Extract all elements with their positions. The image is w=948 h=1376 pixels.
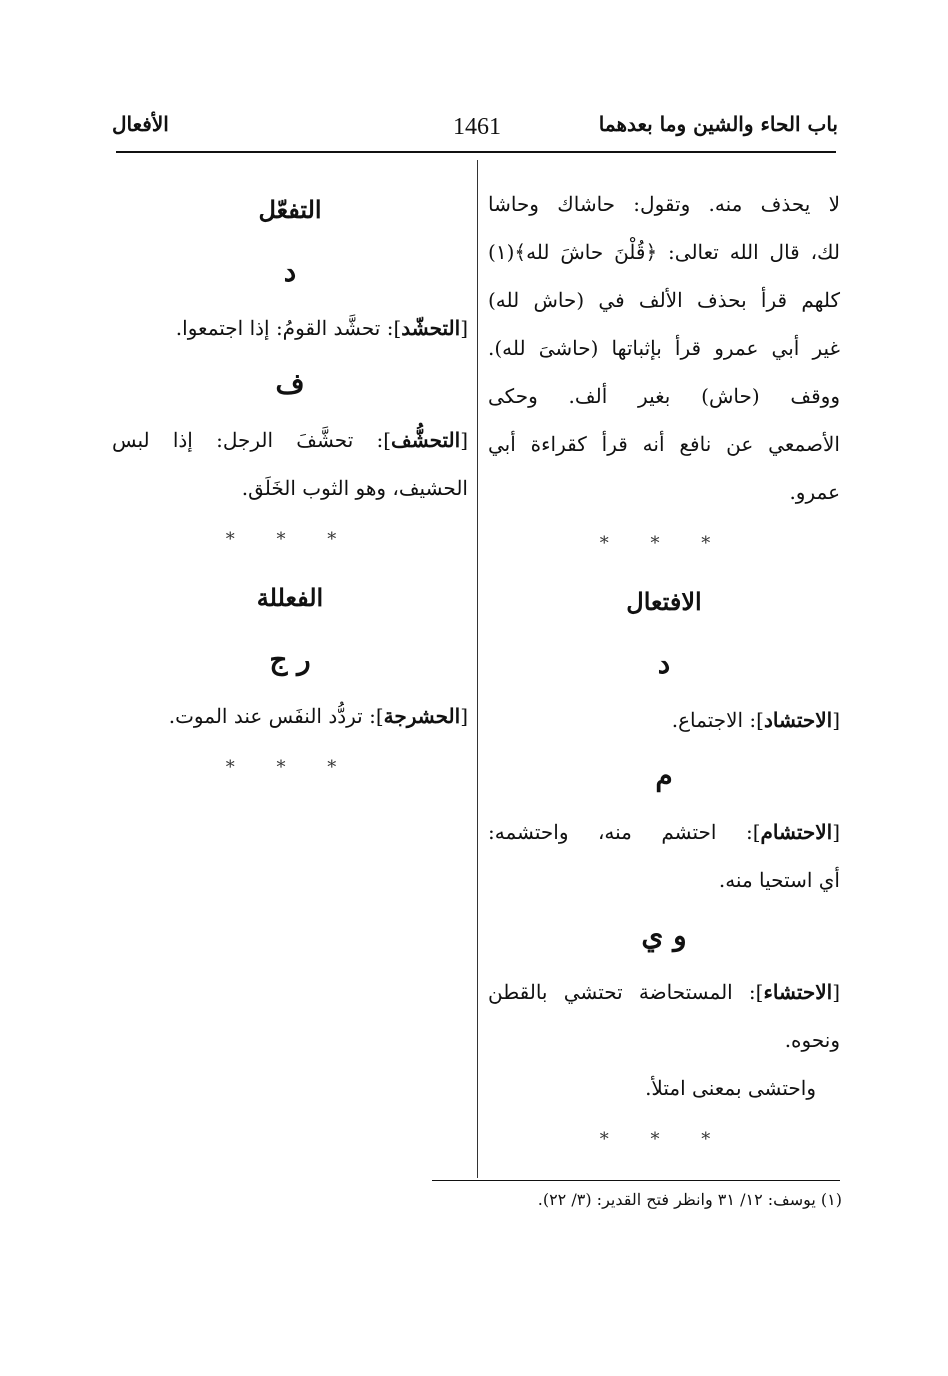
root-letter-heading: د — [657, 647, 671, 680]
text-line: الأصمعي عن نافع أنه قرأ كقراءة أبي — [488, 432, 840, 456]
root-letter-heading: ف — [275, 367, 305, 400]
entry-definition: : تحشَّد القومُ: إذا اجتمعوا. — [175, 316, 394, 340]
column-divider — [477, 160, 478, 1178]
text-line: لا يحذف منه. وتقول: حاشاك وحاشا — [488, 192, 840, 216]
running-header-chapter: باب الحاء والشين وما بعدهما — [598, 112, 838, 136]
entry-term: الاحتشام — [760, 820, 833, 844]
root-letter-heading: و ي — [641, 919, 687, 952]
dictionary-entry: [الحشرجة]: تردُّد النفَس عند الموت. — [168, 704, 468, 728]
running-header-section: الأفعال — [112, 112, 169, 136]
text-line: أي استحيا منه. — [718, 868, 840, 892]
dictionary-entry: [التحشُّف]: تحشَّفَ الرجل: إذا لبس — [112, 428, 468, 452]
root-letter-heading: م — [655, 759, 673, 792]
right-column — [488, 180, 840, 1168]
dictionary-entry: [الاحتشاء]: المستحاضة تحتشي بالقطن — [488, 980, 840, 1004]
header-rule — [116, 151, 836, 153]
text-line: واحتشى بمعنى امتلأ. — [645, 1076, 816, 1100]
entry-term: الاحتشاء — [763, 980, 833, 1004]
text-line: ونحوه. — [784, 1028, 840, 1052]
dictionary-entry: [الاحتشام]: احتشم منه، واحتشمه: — [488, 820, 840, 844]
entry-term: التحشُّف — [391, 428, 461, 452]
entry-term: الاحتشاد — [763, 708, 833, 732]
footnote-rule — [432, 1180, 840, 1181]
entry-definition: : الاجتماع. — [671, 708, 757, 732]
entry-definition: : المستحاضة تحتشي بالقطن — [488, 980, 756, 1004]
section-title: الفعللة — [256, 583, 324, 612]
section-separator: * * * — [599, 1129, 729, 1150]
entry-definition: : تردُّد النفَس عند الموت. — [168, 704, 376, 728]
section-separator: * * * — [599, 533, 729, 554]
dictionary-entry: [الاحتشاد]: الاجتماع. — [671, 708, 840, 732]
left-column — [112, 180, 468, 796]
section-title: الافتعال — [626, 587, 702, 616]
entry-definition: : احتشم منه، واحتشمه: — [488, 820, 753, 844]
text-line: ووقف (حاش) بغير ألف. وحكى — [488, 384, 840, 408]
root-letter-heading: د — [283, 255, 297, 288]
page-number: 1461 — [453, 114, 501, 140]
root-letter-heading: ر ج — [269, 643, 311, 676]
entry-definition: : تحشَّفَ الرجل: إذا لبس — [112, 428, 384, 452]
section-title: التفعّل — [258, 195, 322, 224]
entry-term: التحشّد — [401, 316, 461, 340]
section-separator: * * * — [225, 529, 355, 550]
section-separator: * * * — [225, 757, 355, 778]
text-line: الحشيف، وهو الثوب الخَلَق. — [241, 476, 468, 500]
text-line: كلهم قرأ بحذف الألف في (حاش لله) — [488, 288, 840, 312]
text-line: عمرو. — [789, 480, 840, 504]
entry-term: الحشرجة — [383, 704, 461, 728]
text-line: غير أبي عمرو قرأ بإثباتها (حاشىَ لله). — [488, 336, 840, 360]
footnote: (١) يوسف: ١٢/ ٣١ وانظر فتح القدير: (٣/ ٢٢). — [537, 1190, 842, 1209]
dictionary-entry: [التحشّد]: تحشَّد القومُ: إذا اجتمعوا. — [175, 316, 468, 340]
text-line: لك، قال الله تعالى: ﴿قُلْنَ حاشَ لله﴾(١) — [488, 240, 840, 264]
